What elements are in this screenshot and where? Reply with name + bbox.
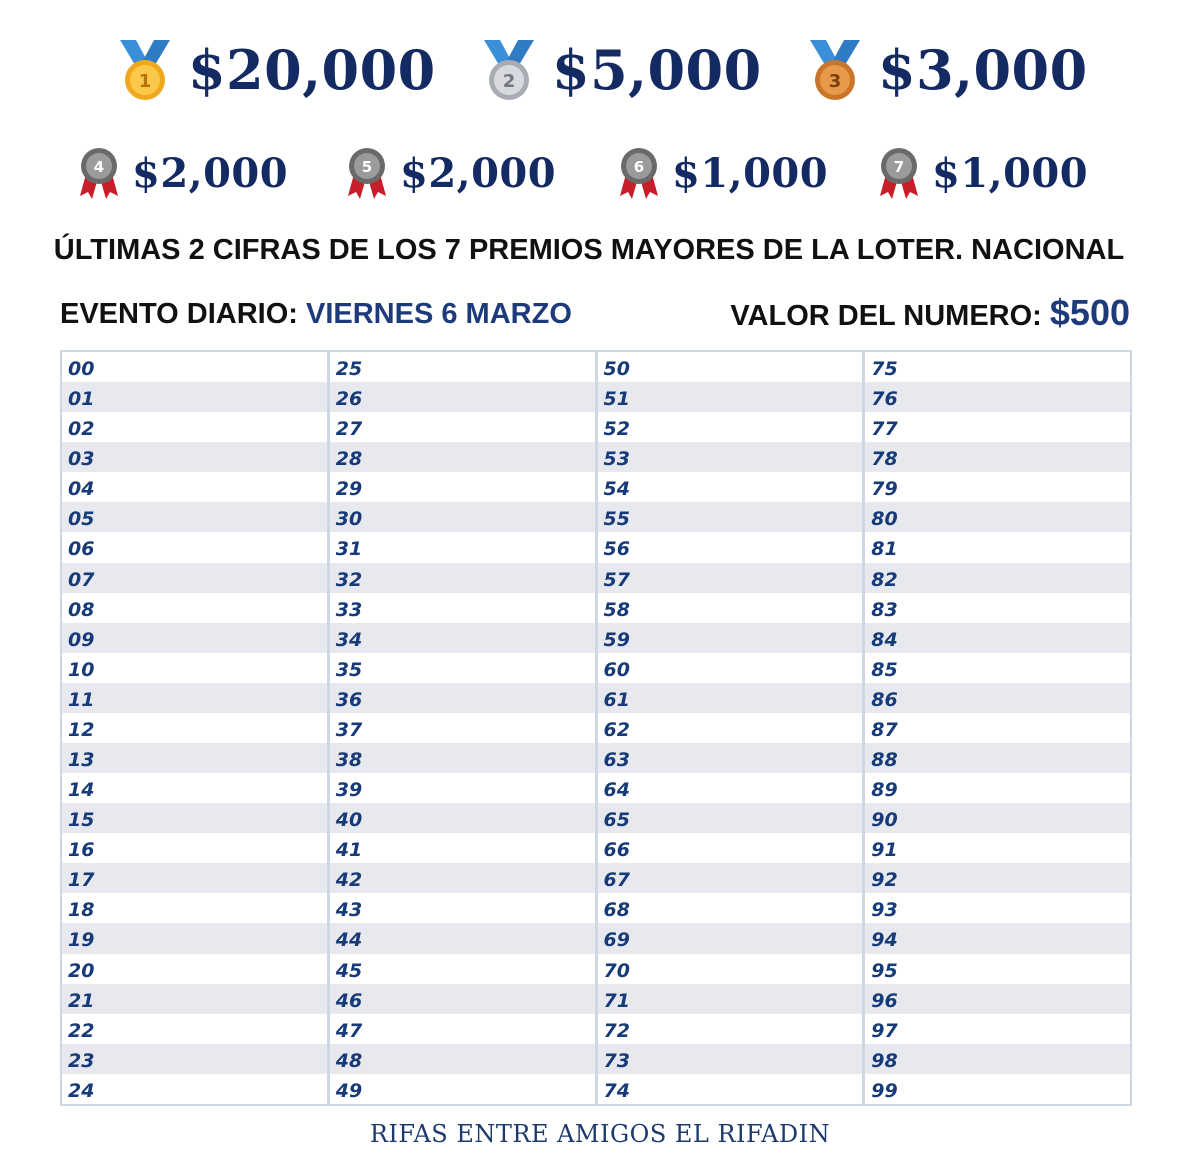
- svg-text:1: 1: [138, 71, 152, 92]
- number-cell[interactable]: 40: [330, 803, 595, 833]
- number-cell[interactable]: 08: [68, 598, 95, 621]
- number-cell[interactable]: 50: [603, 358, 630, 380]
- number-cell[interactable]: 68: [603, 899, 630, 922]
- number-cell[interactable]: 99: [871, 1079, 898, 1102]
- numbers-column: [862, 352, 1130, 1104]
- number-cell[interactable]: 02: [68, 418, 95, 441]
- number-cell[interactable]: 06: [68, 538, 95, 561]
- number-cell[interactable]: 05: [62, 502, 327, 532]
- numbers-column: [595, 352, 863, 1104]
- number-cell[interactable]: 69: [598, 923, 863, 953]
- number-cell[interactable]: 72: [603, 1019, 630, 1042]
- number-cell[interactable]: 49: [335, 1079, 363, 1102]
- number-cell[interactable]: 77: [871, 418, 898, 441]
- price-label: VALOR DEL NUMERO:: [730, 300, 1042, 332]
- number-cell[interactable]: 20: [68, 959, 95, 982]
- number-cell[interactable]: 75: [871, 358, 898, 380]
- number-cell[interactable]: 04: [68, 478, 95, 501]
- price-value: $500: [1049, 292, 1130, 333]
- number-cell[interactable]: 92: [865, 863, 1130, 893]
- svg-text:4: 4: [93, 158, 105, 176]
- number-cell[interactable]: 91: [871, 839, 898, 862]
- number-cell[interactable]: 64: [603, 779, 630, 802]
- number-cell[interactable]: 21: [62, 984, 327, 1014]
- number-cell[interactable]: 45: [335, 959, 363, 982]
- number-cell[interactable]: 60: [603, 658, 630, 681]
- number-cell[interactable]: 14: [68, 779, 95, 802]
- number-cell[interactable]: 94: [865, 923, 1130, 953]
- number-cell[interactable]: 28: [330, 442, 595, 472]
- prize-7: [878, 146, 1088, 200]
- number-cell[interactable]: 23: [62, 1044, 327, 1074]
- number-cell[interactable]: 81: [871, 538, 898, 561]
- number-cell[interactable]: 44: [330, 923, 595, 953]
- number-cell[interactable]: 29: [335, 478, 363, 501]
- number-cell[interactable]: 36: [330, 683, 595, 713]
- svg-text:7: 7: [893, 158, 905, 176]
- number-cell[interactable]: 93: [871, 899, 898, 922]
- number-cell[interactable]: 46: [330, 984, 595, 1014]
- number-cell[interactable]: 12: [68, 718, 95, 741]
- number-cell[interactable]: 17: [62, 863, 327, 893]
- numbers-grid: [60, 350, 1132, 1106]
- number-cell[interactable]: 97: [871, 1019, 898, 1042]
- number-cell[interactable]: 95: [871, 959, 898, 982]
- number-cell[interactable]: 42: [330, 863, 595, 893]
- number-cell[interactable]: 53: [598, 442, 863, 472]
- number-cell[interactable]: 31: [335, 538, 363, 561]
- number-cell[interactable]: 67: [598, 863, 863, 893]
- prize-amount: $20,000: [188, 38, 436, 102]
- number-cell[interactable]: 35: [335, 658, 363, 681]
- number-cell[interactable]: 41: [335, 839, 363, 862]
- number-cell[interactable]: 80: [865, 502, 1130, 532]
- number-cell[interactable]: 26: [330, 382, 595, 412]
- number-cell[interactable]: 88: [865, 743, 1130, 773]
- number-cell[interactable]: 98: [865, 1044, 1130, 1074]
- number-cell[interactable]: 73: [598, 1044, 863, 1074]
- prize-amount: $5,000: [552, 38, 762, 102]
- silver-medal-icon: [480, 38, 538, 102]
- number-cell[interactable]: 38: [330, 743, 595, 773]
- number-cell[interactable]: 32: [330, 563, 595, 593]
- number-cell[interactable]: 86: [865, 683, 1130, 713]
- ribbon-medal-icon: [618, 146, 660, 200]
- number-cell[interactable]: 76: [865, 382, 1130, 412]
- number-cell[interactable]: 66: [603, 839, 630, 862]
- number-cell[interactable]: 47: [335, 1019, 363, 1042]
- event-value: VIERNES 6 MARZO: [306, 298, 572, 330]
- numbers-column: [62, 352, 327, 1104]
- number-cell[interactable]: 13: [62, 743, 327, 773]
- number-cell[interactable]: 58: [603, 598, 630, 621]
- prize-amount: $1,000: [672, 149, 829, 197]
- number-cell[interactable]: 25: [335, 358, 363, 380]
- footer-brand: RIFAS ENTRE AMIGOS EL RIFADIN: [369, 1120, 831, 1148]
- prize-2: [480, 38, 762, 102]
- number-cell[interactable]: 74: [603, 1079, 630, 1102]
- svg-text:3: 3: [828, 71, 842, 92]
- number-price: [730, 292, 1130, 334]
- numbers-column: [327, 352, 595, 1104]
- number-cell[interactable]: 84: [865, 623, 1130, 653]
- event-label: EVENTO DIARIO:: [60, 298, 298, 330]
- prize-amount: $3,000: [878, 38, 1088, 102]
- svg-text:2: 2: [502, 71, 516, 92]
- number-cell[interactable]: 19: [62, 923, 327, 953]
- event-date: [60, 298, 572, 331]
- number-cell[interactable]: 57: [598, 563, 863, 593]
- prize-amount: $2,000: [400, 149, 557, 197]
- prize-5: [346, 146, 556, 200]
- prize-1: [116, 38, 436, 102]
- bronze-medal-icon: [806, 38, 864, 102]
- number-cell[interactable]: 01: [62, 382, 327, 412]
- number-cell[interactable]: 27: [335, 418, 363, 441]
- number-cell[interactable]: 82: [865, 563, 1130, 593]
- number-cell[interactable]: 87: [871, 718, 898, 741]
- headline: ÚLTIMAS 2 CIFRAS DE LOS 7 PREMIOS MAYORES DE LA LOTER. NACIONAL: [53, 234, 1125, 266]
- number-cell[interactable]: 10: [68, 658, 95, 681]
- number-cell[interactable]: 03: [62, 442, 327, 472]
- number-cell[interactable]: 59: [598, 623, 863, 653]
- number-cell[interactable]: 15: [62, 803, 327, 833]
- number-cell[interactable]: 65: [598, 803, 863, 833]
- number-cell[interactable]: 61: [598, 683, 863, 713]
- number-cell[interactable]: 62: [603, 718, 630, 741]
- number-cell[interactable]: 56: [603, 538, 630, 561]
- number-cell[interactable]: 37: [335, 718, 363, 741]
- svg-text:6: 6: [633, 158, 645, 176]
- prize-amount: $2,000: [132, 149, 289, 197]
- number-cell[interactable]: 43: [335, 899, 363, 922]
- prize-amount: $1,000: [932, 149, 1089, 197]
- number-cell[interactable]: 89: [871, 779, 898, 802]
- number-cell[interactable]: 54: [603, 478, 630, 501]
- number-cell[interactable]: 52: [603, 418, 630, 441]
- ribbon-medal-icon: [78, 146, 120, 200]
- svg-text:5: 5: [361, 158, 373, 176]
- number-cell[interactable]: 16: [68, 839, 95, 862]
- number-cell[interactable]: 90: [865, 803, 1130, 833]
- number-cell[interactable]: 79: [871, 478, 898, 501]
- number-cell[interactable]: 07: [62, 563, 327, 593]
- number-cell[interactable]: 55: [598, 502, 863, 532]
- prize-3: [806, 38, 1088, 102]
- number-cell[interactable]: 00: [68, 358, 95, 380]
- number-cell[interactable]: 48: [330, 1044, 595, 1074]
- number-cell[interactable]: 33: [335, 598, 363, 621]
- number-cell[interactable]: 09: [62, 623, 327, 653]
- number-cell[interactable]: 70: [603, 959, 630, 982]
- ribbon-medal-icon: [346, 146, 388, 200]
- number-cell[interactable]: 34: [330, 623, 595, 653]
- number-cell[interactable]: 18: [68, 899, 95, 922]
- number-cell[interactable]: 71: [598, 984, 863, 1014]
- prize-6: [618, 146, 828, 200]
- prize-4: [78, 146, 288, 200]
- number-cell[interactable]: 39: [335, 779, 363, 802]
- number-cell[interactable]: 83: [871, 598, 898, 621]
- number-cell[interactable]: 51: [598, 382, 863, 412]
- gold-medal-icon: [116, 38, 174, 102]
- number-cell[interactable]: 30: [330, 502, 595, 532]
- number-cell[interactable]: 24: [68, 1079, 95, 1102]
- number-cell[interactable]: 63: [598, 743, 863, 773]
- number-cell[interactable]: 96: [865, 984, 1130, 1014]
- number-cell[interactable]: 22: [68, 1019, 95, 1042]
- number-cell[interactable]: 11: [62, 683, 327, 713]
- number-cell[interactable]: 78: [865, 442, 1130, 472]
- ribbon-medal-icon: [878, 146, 920, 200]
- number-cell[interactable]: 85: [871, 658, 898, 681]
